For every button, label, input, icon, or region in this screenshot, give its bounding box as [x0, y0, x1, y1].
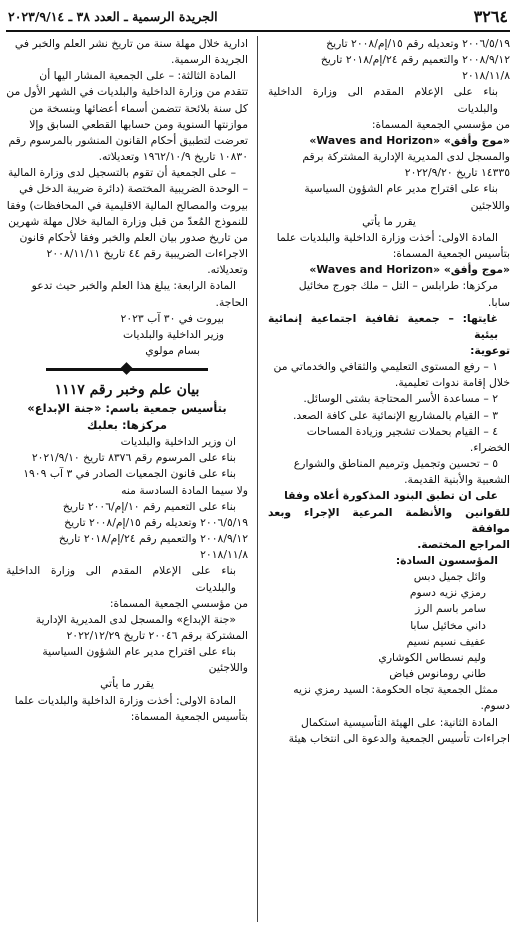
article-four: المادة الرابعة: يبلغ هذا العلم والخبر حيث تدعو: [31, 279, 236, 293]
purpose-item: ٣ – القيام بالمشاريع الإنمائية على كافة الصعد.: [292, 408, 498, 422]
text-line: من تاريخ صدور بيان العلم والخبر وفقا لأحكام قانون: [19, 230, 248, 244]
text-line: بناء على اقتراح مدير عام الشؤون السياسية: [304, 182, 498, 196]
page-header: [6, 6, 510, 32]
text-line: من مؤسسي الجمعية المسماة:: [109, 596, 248, 610]
article-one: المادة الاولى: أخذت وزارة الداخلية والبلديات علما: [276, 230, 498, 244]
text-line: من مؤسسي الجمعية المسماة:: [371, 117, 510, 131]
text-line: ٢٠١٨/١١/٨: [200, 548, 248, 562]
signature-name: بسام مولوي: [145, 343, 200, 357]
text-line: واللاجئين: [208, 661, 248, 675]
text-line: الجريدة الرسمية.: [171, 53, 248, 67]
purposes-heading: غايتها: – جمعية ثقافية اجتماعية إنمائية بيئية: [268, 311, 498, 341]
text-line: والمسجل لدى المديرية الإدارية المشتركة برقم: [302, 150, 510, 164]
text-line: – الوحدة الضريبية المختصة (دائرة ضريبة الدخل في: [19, 182, 248, 196]
founder-name: داني مخائيل سابا: [410, 618, 486, 632]
decision-heading: يقرر ما يأتي: [100, 677, 154, 691]
column-divider: [257, 36, 258, 922]
text-line: توعوية:: [470, 343, 510, 357]
compliance-note: على ان تطبق البنود المذكورة أعلاه وفقا: [284, 489, 498, 503]
article-one: المادة الاولى: أخذت وزارة الداخلية والبلديات علما: [14, 693, 236, 707]
founder-name: رمزي نزيه دسوم: [409, 586, 486, 600]
text-line: ادارية خلال مهلة سنة من تاريخ نشر العلم والخبر في: [14, 37, 248, 50]
signature-place-date: بيروت في ٣٠ آب ٢٠٢٣: [120, 311, 224, 325]
purpose-item: ٥ – تحسين وتجميل وترميم المناطق والشوارع: [293, 457, 498, 471]
text-line: «جنة الإبداع» والمسجل لدى المديرية الإدارية: [35, 612, 236, 626]
text-line: المشتركة برقم ٢٠٠٤٦ تاريخ ٢٠٢٢/١٢/٢٩: [66, 629, 248, 642]
founder-name: وليم نسطاس الكوشاري: [378, 650, 486, 664]
text-line: ٢٠٠٨/٩/١٢ والتعميم رقم ٢٤/إم/٢٠١٨ تاريخ: [58, 532, 248, 546]
text-line: الاجراءات الضريبية رقم ٤٤ تاريخ ٢٠٠٨/١١/١١: [46, 247, 248, 261]
text-line: كل سنة بلائحة تتضمن أسماء أعضائها وبنسخة من: [29, 101, 248, 115]
text-line: ولا سيما المادة السادسة منه: [121, 483, 248, 497]
section-separator: [6, 362, 248, 378]
text-line: ١٤٣٣٥ تاريخ ٢٠٢٢/٩/٢٠: [404, 166, 510, 180]
text-line: سابا.: [487, 295, 510, 309]
text-line: للنموذج المُعدّ من قبل وزارة المالية خلال مهلة شهرين: [8, 214, 248, 228]
text-line: اجراءات تأسيس الجمعية والدعوة الى انتخاب هيئة: [288, 731, 510, 745]
purpose-item: ٢ – مساعدة الأسر المحتاجة بشتى الوسائل.: [303, 392, 498, 406]
text-line: المراجع المختصة.: [417, 537, 510, 551]
gazette-title: الجريدة الرسمية ـ العدد ٣٨ ـ ٢٠٢٣/٩/١٤: [8, 9, 218, 24]
text-line: بناء على الإعلام المقدم الى وزارة الداخلية والبلديات: [268, 85, 498, 115]
text-line: بناء على المرسوم رقم ٨٣٧٦ تاريخ ٢٠٢١/٩/١٠: [31, 451, 236, 465]
text-line: تتقدم من وزارة الداخلية والبلديات في الشهر الأول من: [6, 85, 248, 99]
text-line: الحاجة.: [215, 295, 248, 309]
text-line: واللاجئين: [470, 198, 510, 212]
notice-headquarters: مركزها: بعلبك: [87, 418, 167, 433]
purpose-item: ١ – رفع المستوى التعليمي والثقافي والخدماتي من: [273, 360, 498, 374]
text-line: ٢٠١٨/١١/٨: [462, 69, 510, 83]
text-line: ٢٠٠٨/٩/١٢ والتعميم رقم ٢٤/إم/٢٠١٨ تاريخ: [320, 53, 510, 67]
text-line: بناء على الإعلام المقدم الى وزارة الداخلية والبلديات: [6, 564, 236, 594]
text-line: الشعبية والأبنية القديمة.: [404, 473, 510, 487]
text-line: بناء على اقتراح مدير عام الشؤون السياسية: [42, 645, 236, 659]
text-line: الخضراء.: [469, 440, 510, 454]
text-line: ان وزير الداخلية والبلديات: [120, 435, 236, 449]
signature-title: وزير الداخلية والبلديات: [123, 327, 224, 341]
notice-title: بيان علم وخبر رقم ١١١٧: [54, 382, 200, 399]
page-number: ٣٢٦٤: [473, 7, 508, 26]
text-line: بناء على التعميم رقم ١٠/إم/٢٠٠٦ تاريخ: [62, 499, 236, 513]
founders-heading: المؤسسون السادة:: [395, 554, 498, 567]
text-line: – على الجمعية أن تقوم بالتسجيل لدى وزارة المالية: [7, 166, 236, 180]
decision-heading: يقرر ما يأتي: [362, 214, 416, 228]
text-line: خلال إقامة ندوات تعليمية.: [394, 376, 510, 390]
text-line: ١٠٨٣٠ تاريخ ١٩٦٢/١٠/٩ وتعديلاته.: [98, 150, 248, 164]
article-three: المادة الثالثة: – على الجمعية المشار اليها أن: [39, 69, 236, 83]
founder-name: سامر باسم الرز: [415, 602, 486, 616]
left-column: [6, 36, 248, 725]
text-line: بناء على قانون الجمعيات الصادر في ٣ آب ١٩٠٩: [23, 467, 236, 481]
text-line: وتعديلاته.: [207, 263, 248, 277]
text-line: تعرضت لتطبيق أحكام القانون المنشور بالمرسوم رقم: [8, 133, 248, 147]
purpose-item: ٤ – القيام بحملات تشجير وزيادة المساحات: [306, 424, 498, 438]
text-line: بيروت والمصالح المالية الاقليمية في المحافظات) وفقا: [6, 198, 248, 212]
separator-diamond-icon: [120, 362, 133, 375]
founder-name: وائل جميل دبس: [413, 570, 486, 584]
notice-subtitle: بتأسيس جمعية باسم: «جنة الإبداع»: [27, 401, 227, 416]
text-line: دسوم.: [480, 699, 510, 713]
founder-name: طاني رومانوس فياض: [389, 667, 486, 681]
text-line: ٢٠٠٦/٥/١٩ وتعديله رقم ١٥/إم/٢٠٠٨ تاريخ: [64, 515, 248, 529]
text-line: بتأسيس الجمعية المسماة:: [130, 709, 248, 723]
right-column: [268, 36, 510, 747]
founder-name: عفيف نسيم نسيم: [406, 634, 486, 648]
government-representative: ممثل الجمعية تجاه الحكومة: السيد رمزي نزيه: [293, 683, 498, 697]
text-line: موازنتها السنوية ومن حسابها القطعي السابق وإلا: [29, 117, 248, 131]
association-name: «موج وأفق» «Waves and Horizon»: [309, 263, 510, 277]
headquarters-line: مركزها: طرابلس – التل – ملك جورج مخائيل: [298, 279, 498, 293]
text-line: ٢٠٠٦/٥/١٩ وتعديله رقم ١٥/إم/٢٠٠٨ تاريخ: [326, 37, 510, 50]
text-line: بتأسيس الجمعية المسماة:: [392, 247, 510, 261]
text-line: للقوانين والأنظمة المرعية الإجراء وبعد موافقة: [268, 505, 510, 535]
association-name: «موج وأفق» «Waves and Horizon»: [309, 133, 510, 147]
article-two: المادة الثانية: على الهيئة التأسيسية استكمال: [300, 715, 498, 729]
